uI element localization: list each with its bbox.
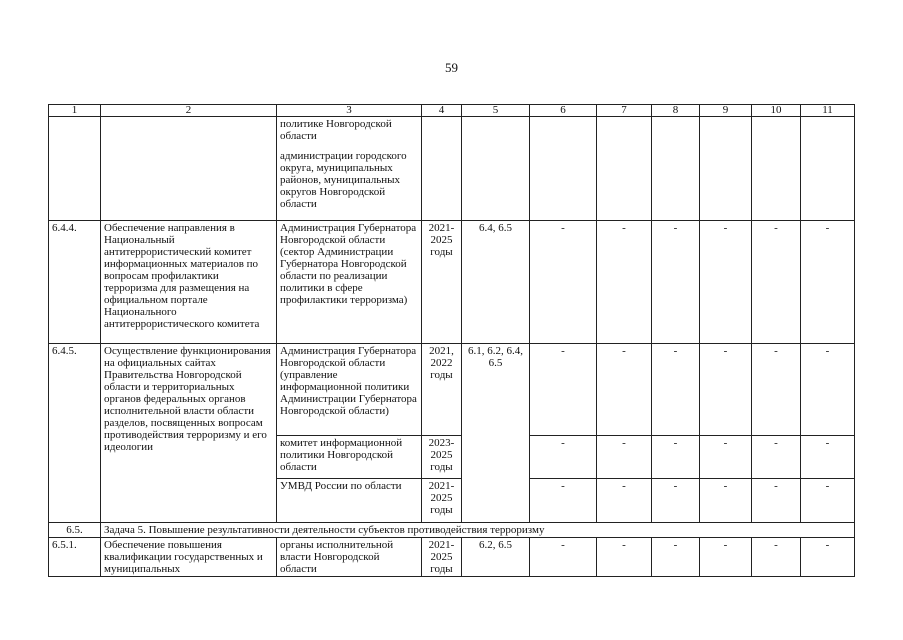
value-cell: - [530, 479, 597, 523]
table-row [49, 344, 855, 436]
column-number-row [49, 105, 855, 117]
years-cell: 2023-2025 годы [422, 436, 462, 479]
value-cell: - [700, 344, 752, 436]
value-cell: - [752, 221, 801, 344]
cell-empty [101, 117, 277, 221]
cell-empty [597, 117, 652, 221]
executor-cell: органы исполнительной власти Новгородской области [277, 538, 422, 577]
measure-description: Обеспечение направления в Национальный антитеррористический комитет информационных материалов по вопросам профилактики терроризма для размещения на официальном портале Национального антитеррористического комитета [101, 221, 277, 344]
value-cell: - [652, 538, 700, 577]
value-cell: - [752, 344, 801, 436]
value-cell: - [700, 479, 752, 523]
cell-empty [530, 117, 597, 221]
executor-cell: УМВД России по области [277, 479, 422, 523]
target-indicator-cell: 6.4, 6.5 [462, 221, 530, 344]
value-cell: - [801, 221, 855, 344]
column-header: 10 [752, 105, 801, 117]
years-cell: 2021-2025 годы [422, 479, 462, 523]
table-row [49, 538, 855, 577]
task-title: Задача 5. Повышение результативности деятельности субъектов противодействия терроризму [101, 523, 855, 538]
measure-description: Осуществление функционирования на официальных сайтах Правительства Новгородской области и территориальных органов федеральных органов исполнительной власти области разделов, посвященных вопросам противодействия терроризму и его идеологии [101, 344, 277, 523]
table-row [49, 117, 855, 221]
executor-cell: Администрация Губернатора Новгородской области (управление информационной политики Администрации Губернатора Новгородской области) [277, 344, 422, 436]
executor-text: администрации городского округа, муниципальных районов, муниципальных округов Новгородской области [280, 150, 407, 210]
cell-empty [801, 117, 855, 221]
measure-number: 6.4.4. [49, 221, 101, 344]
column-header: 9 [700, 105, 752, 117]
cell-empty [652, 117, 700, 221]
value-cell: - [597, 479, 652, 523]
value-cell: - [752, 538, 801, 577]
value-cell: - [801, 436, 855, 479]
value-cell: - [597, 221, 652, 344]
years-cell: 2021, 2022 годы [422, 344, 462, 436]
table-row [49, 221, 855, 344]
value-cell: - [530, 344, 597, 436]
value-cell: - [801, 479, 855, 523]
measure-number: 6.4.5. [49, 344, 101, 523]
measure-number: 6.5.1. [49, 538, 101, 577]
value-cell: - [652, 344, 700, 436]
column-header: 6 [530, 105, 597, 117]
value-cell: - [752, 479, 801, 523]
cell-empty [49, 117, 101, 221]
value-cell: - [530, 436, 597, 479]
program-measures-table [48, 104, 855, 577]
value-cell: - [597, 436, 652, 479]
cell-empty [700, 117, 752, 221]
column-header: 3 [277, 105, 422, 117]
value-cell: - [700, 221, 752, 344]
column-header: 2 [101, 105, 277, 117]
column-header: 8 [652, 105, 700, 117]
cell-empty [752, 117, 801, 221]
column-header: 5 [462, 105, 530, 117]
value-cell: - [652, 221, 700, 344]
measure-description: Обеспечение повышения квалификации государственных и муниципальных [101, 538, 277, 577]
column-header: 1 [49, 105, 101, 117]
value-cell: - [597, 538, 652, 577]
task-number: 6.5. [49, 523, 101, 538]
value-cell: - [801, 538, 855, 577]
value-cell: - [652, 436, 700, 479]
executor-cell [277, 117, 422, 221]
page-number: 59 [445, 60, 458, 75]
cell-empty [462, 117, 530, 221]
executor-cell: Администрация Губернатора Новгородской области (сектор Администрации Губернатора Новгородской области по реализации политики в сфере профилактики терроризма) [277, 221, 422, 344]
value-cell: - [530, 538, 597, 577]
column-header: 4 [422, 105, 462, 117]
target-indicator-cell: 6.1, 6.2, 6.4, 6.5 [462, 344, 530, 523]
value-cell: - [700, 436, 752, 479]
value-cell: - [752, 436, 801, 479]
executor-cell: комитет информационной политики Новгородской области [277, 436, 422, 479]
cell-empty [422, 117, 462, 221]
value-cell: - [530, 221, 597, 344]
value-cell: - [801, 344, 855, 436]
target-indicator-cell: 6.2, 6.5 [462, 538, 530, 577]
value-cell: - [597, 344, 652, 436]
task-row [49, 523, 855, 538]
value-cell: - [700, 538, 752, 577]
column-header: 7 [597, 105, 652, 117]
column-header: 11 [801, 105, 855, 117]
years-cell: 2021-2025 годы [422, 221, 462, 344]
years-cell: 2021-2025 годы [422, 538, 462, 577]
executor-text: политике Новгородской области [280, 118, 392, 142]
value-cell: - [652, 479, 700, 523]
